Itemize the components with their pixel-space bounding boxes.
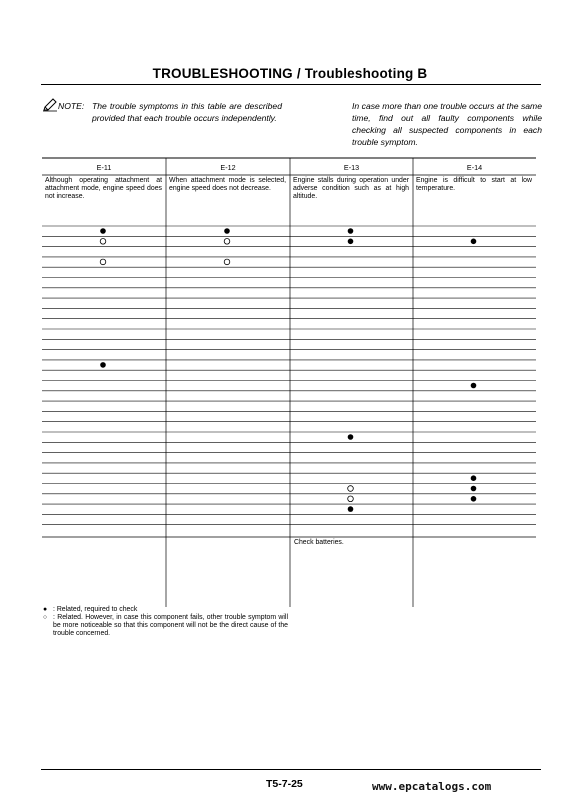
related-mark-open xyxy=(100,259,106,265)
related-mark-filled xyxy=(348,506,354,512)
related-mark-open xyxy=(224,259,230,265)
symptom-description: Engine is difficult to start at low temperature. xyxy=(416,177,532,192)
related-mark-open xyxy=(348,496,354,502)
legend xyxy=(43,606,288,638)
related-mark-open xyxy=(348,486,354,492)
legend-open-symbol: ○ xyxy=(43,614,48,621)
related-mark-filled xyxy=(471,383,477,389)
related-mark-filled xyxy=(471,475,477,481)
symptom-description: Although operating attachment at attachment mode, engine speed does not increase. xyxy=(45,177,162,200)
column-header-e-12: E-12 xyxy=(220,163,236,172)
column-remark: Check batteries. xyxy=(294,539,344,546)
note-label: NOTE: xyxy=(58,101,85,111)
related-mark-open xyxy=(100,239,106,245)
column-header-e-14: E-14 xyxy=(466,163,483,172)
footer-rule xyxy=(41,769,541,770)
note-right-text: In case more than one trouble occurs at the same time, find out all faulty components while checking all suspected components in each trouble symptom. xyxy=(352,101,542,147)
related-mark-open xyxy=(224,239,230,245)
note-left-text: The trouble symptoms in this table are described provided that each trouble occurs independently. xyxy=(92,101,282,123)
related-mark-filled xyxy=(471,239,477,245)
watermark-url: www.epcatalogs.com xyxy=(372,780,492,793)
symptom-description: Engine stalls during operation under adverse condition such as at high altitude. xyxy=(293,177,409,200)
related-mark-filled xyxy=(100,228,106,234)
related-mark-filled xyxy=(348,239,354,245)
title-rule xyxy=(41,84,541,85)
related-mark-filled xyxy=(471,496,477,502)
pencil-note-icon xyxy=(42,98,58,112)
page-title: TROUBLESHOOTING / Troubleshooting B xyxy=(152,66,428,81)
symptom-description: When attachment mode is selected, engine speed does not decrease. xyxy=(169,177,286,192)
related-mark-filled xyxy=(348,228,354,234)
legend-open-text: : Related. However, in case this component fails, other trouble symptom will be more noticeable so that this component will not be the direct cause of the trouble concerned. xyxy=(53,614,288,637)
related-mark-filled xyxy=(224,228,230,234)
page-number: T5-7-25 xyxy=(266,778,303,790)
legend-filled-text: : Related, required to check xyxy=(53,606,138,613)
related-mark-filled xyxy=(100,362,106,368)
column-header-e-11: E-11 xyxy=(96,163,112,172)
legend-filled-symbol: ● xyxy=(43,606,48,613)
column-header-e-13: E-13 xyxy=(343,163,360,172)
related-mark-filled xyxy=(471,486,477,492)
related-mark-filled xyxy=(348,434,354,440)
note-left xyxy=(58,100,282,124)
